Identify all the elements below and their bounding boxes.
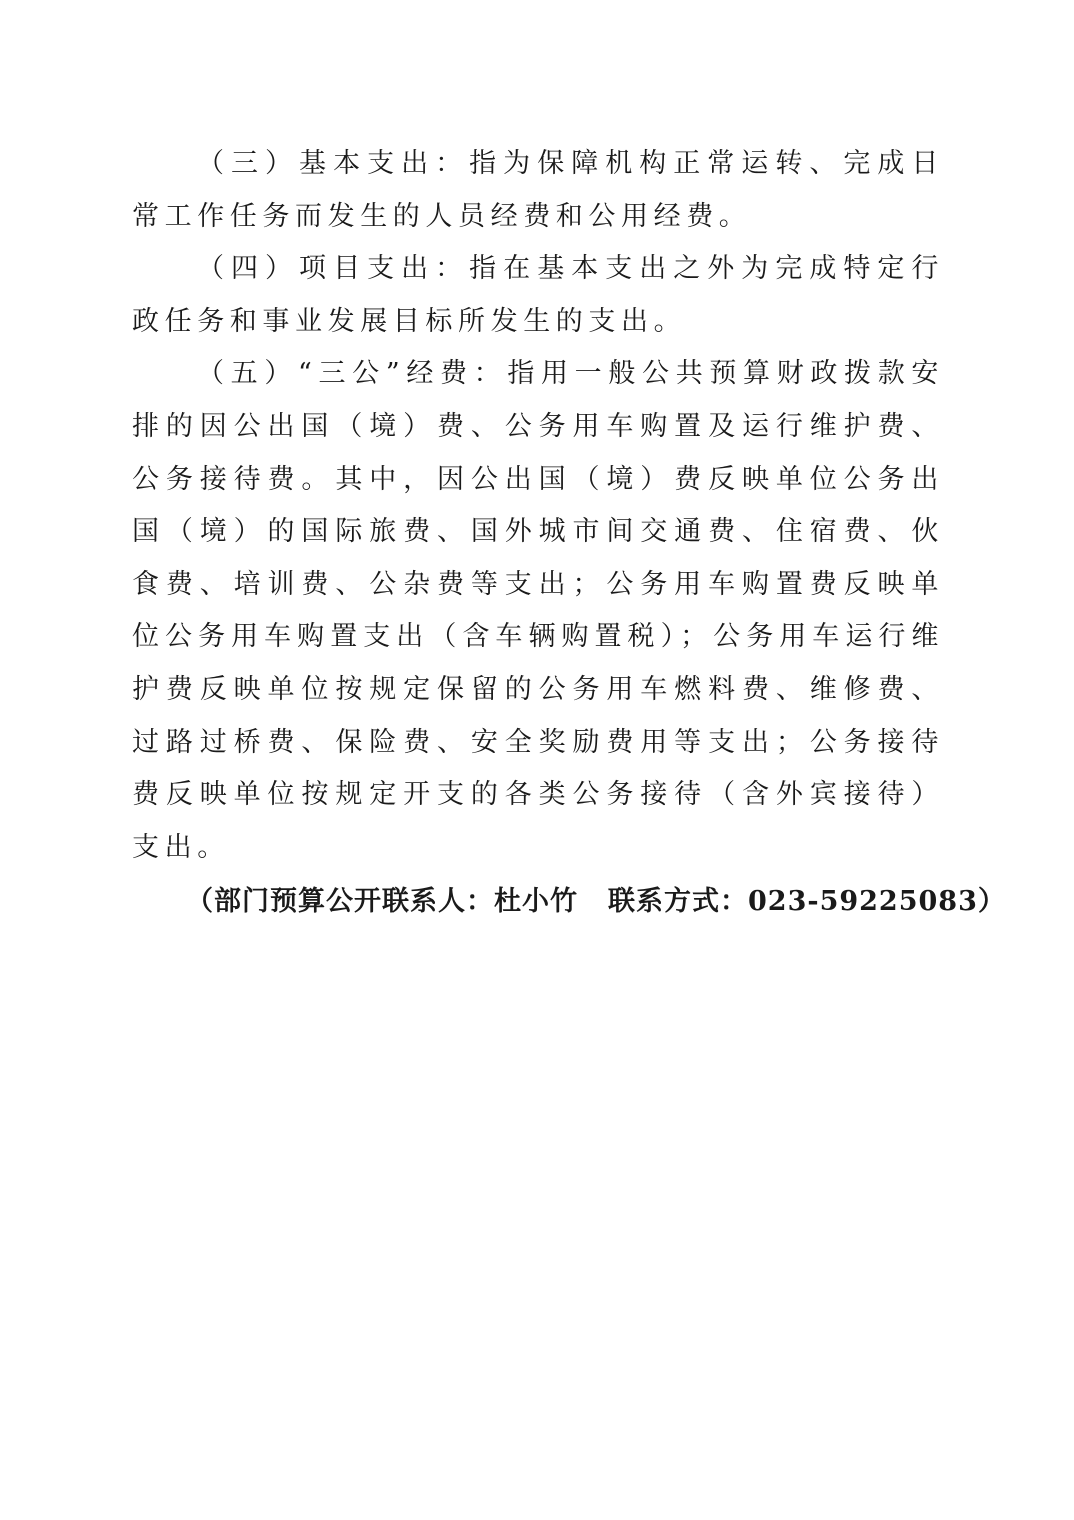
contact-method-label: 联系方式： [608,886,748,918]
contact-person-name: 杜小竹 [494,886,578,918]
paragraph-project-expenditure: （四）项目支出：指在基本支出之外为完成特定行政任务和事业发展目标所发生的支出。 [132,253,944,337]
paragraph-three-public-expenses: （五）“三公”经费：指用一般公共预算财政拨款安排的因公出国（境）费、公务用车购置及运行维护费、公务接待费。其中，因公出国（境）费反映单位公务出国（境）的国际旅费、国外城市间交通费、住宿费、伙食费、培训费、公杂费等支出；公务用车购置费反映单位公务用车购置支出（含车辆购置税）；公务用车运行维护费反映单位按规定保留的公务用车燃料费、维修费、过路过桥费、保险费、安全奖励费用等支出；公务接待费反映单位按规定开支的各类公务接待（含外宾接待）支出。 [132,358,944,863]
contact-line [132,876,1006,928]
contact-close-paren: ） [977,886,1006,918]
contact-phone: 023-59225083 [748,886,978,918]
contact-person-label: 部门预算公开联系人： [214,886,494,918]
document-page [132,138,1006,928]
contact-open-paren: （ [186,886,214,918]
paragraph-basic-expenditure: （三）基本支出：指为保障机构正常运转、完成日常工作任务而发生的人员经费和公用经费。 [132,148,944,232]
